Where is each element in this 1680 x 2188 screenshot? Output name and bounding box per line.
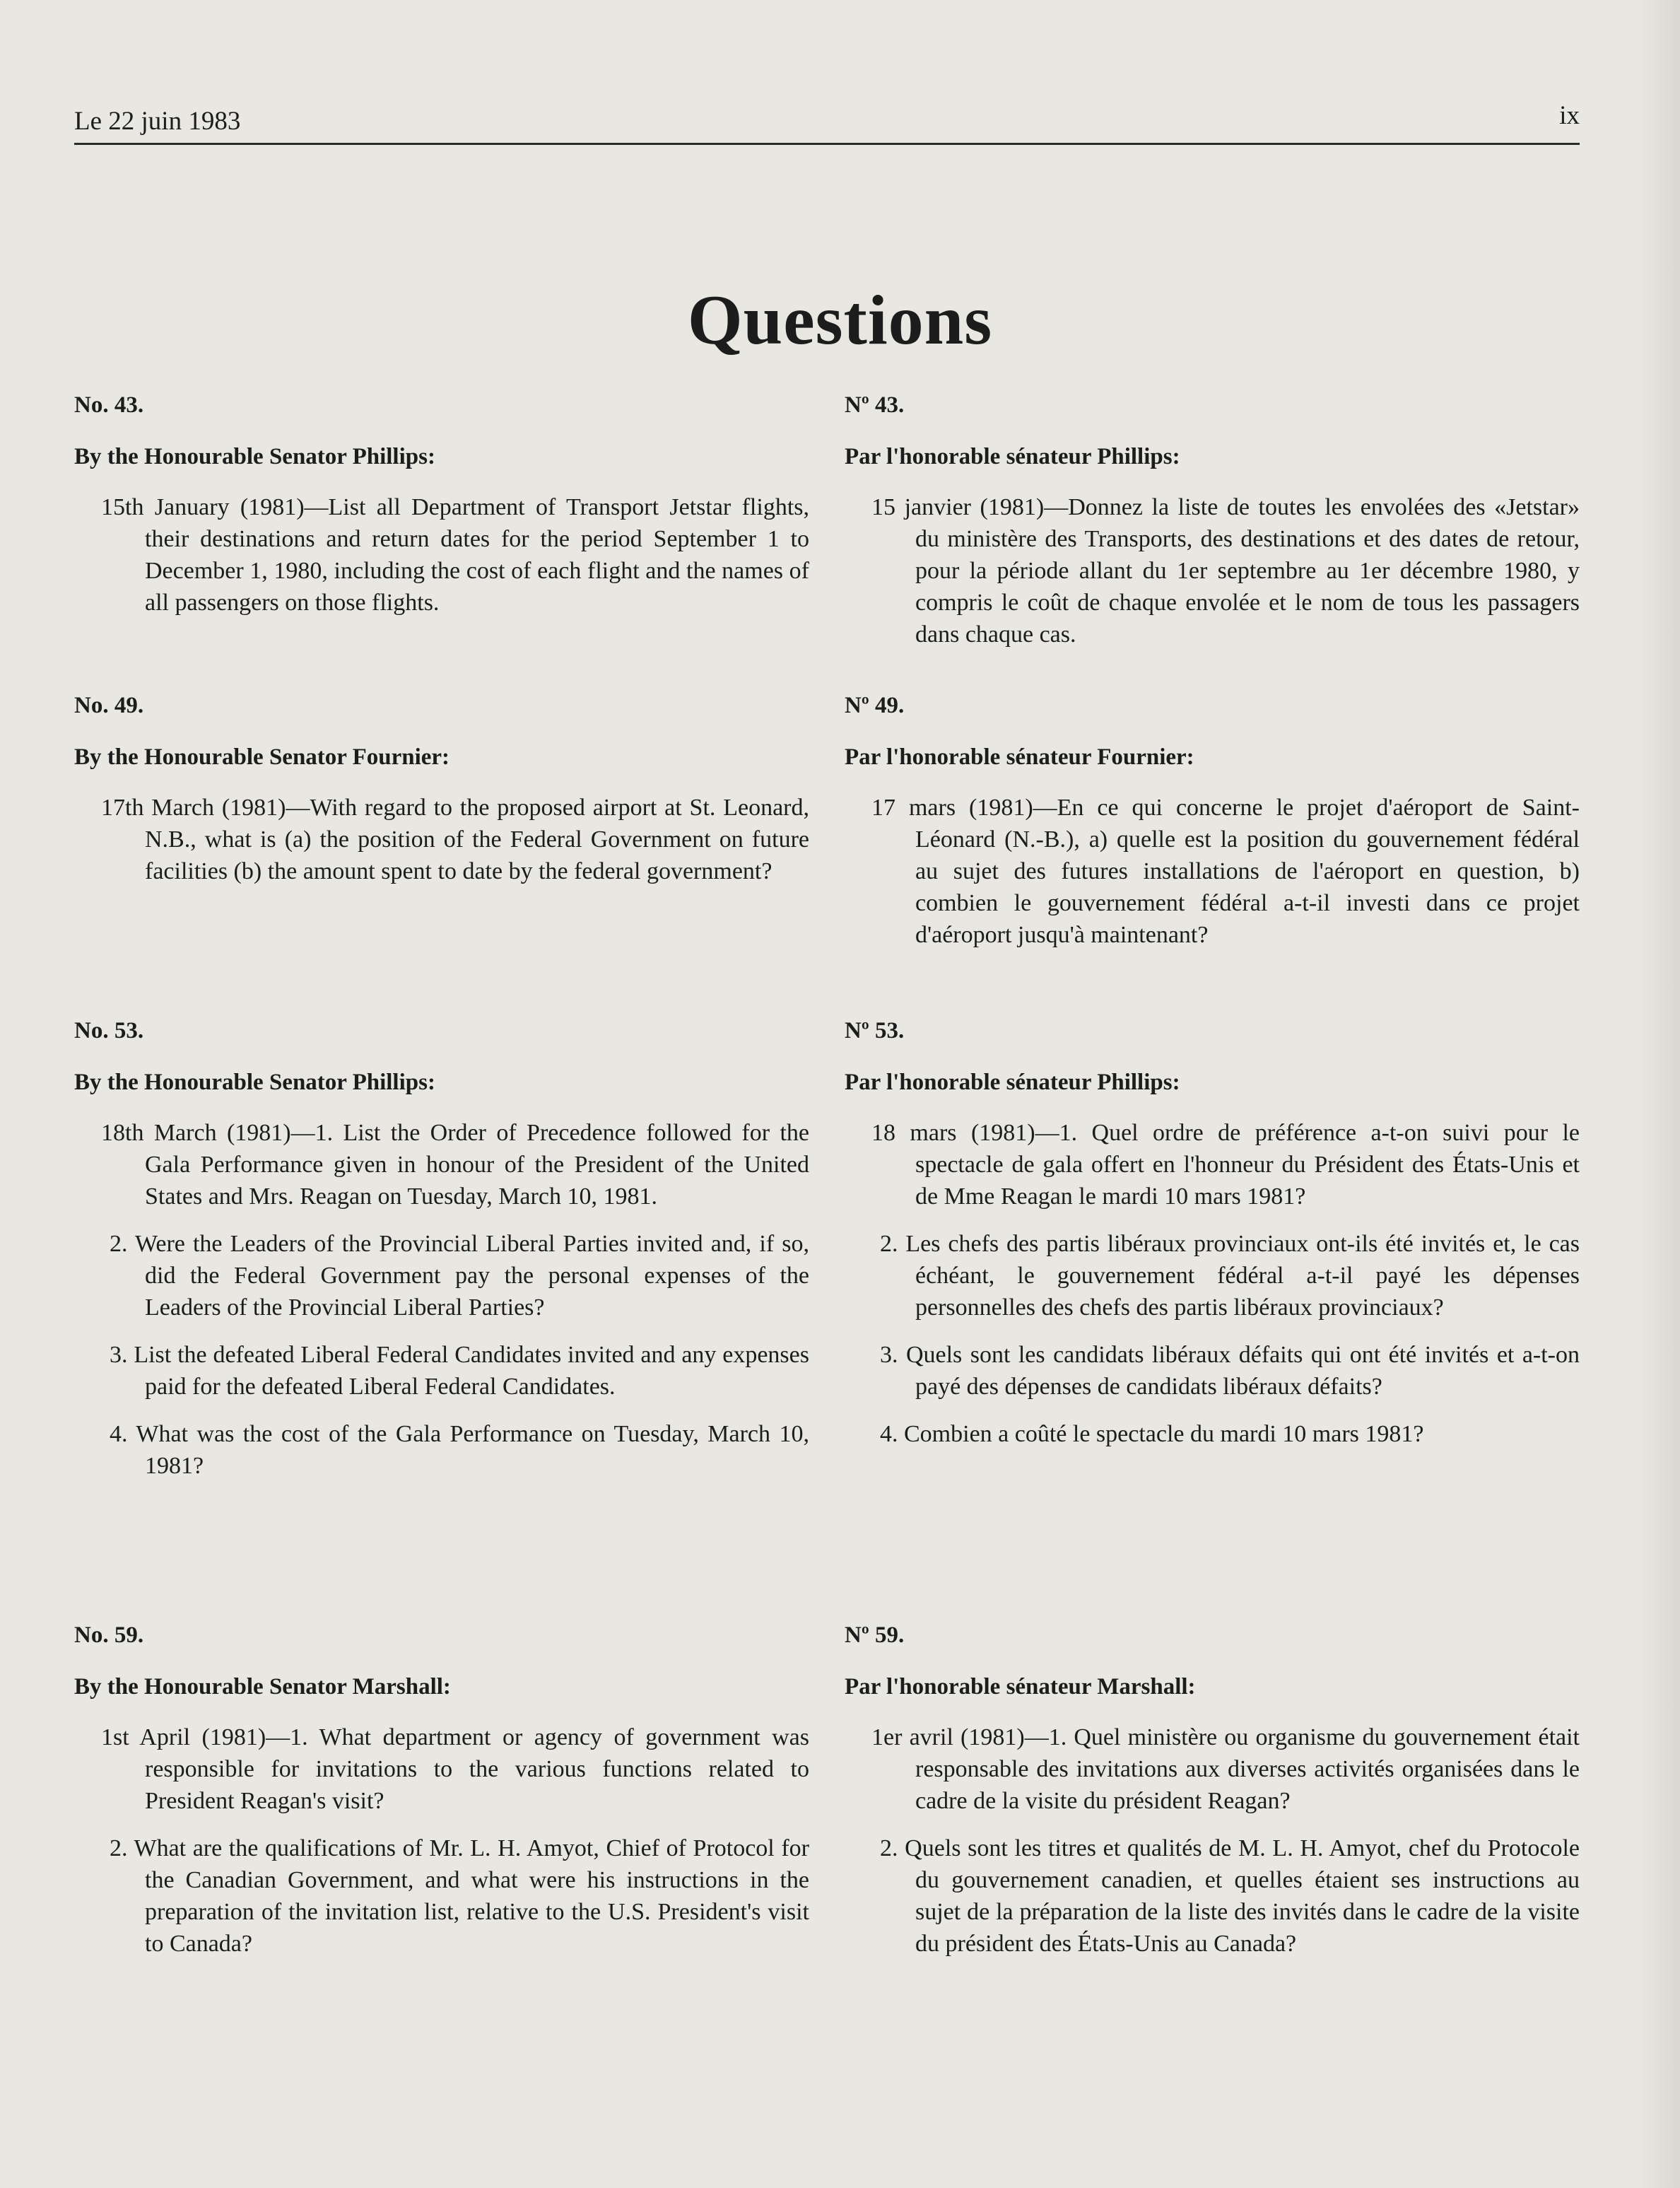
question-item: 3. Quels sont les candidats libéraux défaits qui ont été invités et a-t-on payé des dépenses de candidats libéraux défaits? [880, 1342, 1580, 1400]
question-item: 2. Were the Leaders of the Provincial Liberal Parties invited and, if so, did the Federal Government pay the personal expenses of the Leaders of the Provincial Liberal Parties? [110, 1231, 809, 1321]
question-text: 18 mars (1981)—1. Quel ordre de préférence a-t-on suivi pour le spectacle de gala offert en l'honneur du Président des États-Unis et de Mme Reagan le mardi 10 mars 1981? [871, 1120, 1580, 1210]
page-header [74, 101, 1580, 145]
question-author: Par l'honorable sénateur Marshall: [845, 1674, 1196, 1699]
question-53-en [74, 1018, 809, 1497]
question-text: 1er avril (1981)—1. Quel ministère ou organisme du gouvernement était responsable des invitations aux diverses activités organisées dans le cadre de la visite du président Reagan? [871, 1724, 1580, 1814]
question-text: 17th March (1981)—With regard to the proposed airport at St. Leonard, N.B., what is (a) the position of the Federal Government on future facilities (b) the amount spent to date by the federal government? [101, 795, 809, 884]
question-author: By the Honourable Senator Marshall: [74, 1674, 451, 1699]
question-item: 4. What was the cost of the Gala Performance on Tuesday, March 10, 1981? [110, 1421, 809, 1479]
question-text: 17 mars (1981)—En ce qui concerne le projet d'aéroport de Saint-Léonard (N.-B.), a) quelle est la position du gouvernement fédéral au sujet des futures installations de l'aéroport en question, b) combien le gouvernement fédéral a-t-il investi dans ce projet d'aéroport jusqu'à maintenant? [871, 795, 1580, 948]
question-53-fr [845, 1018, 1580, 1466]
question-author: Par l'honorable sénateur Phillips: [845, 444, 1180, 469]
question-item: 2. Quels sont les titres et qualités de M. L. H. Amyot, chef du Protocole du gouvernement canadien, et quelles étaient ses instructions au sujet de la préparation de la liste des invités dans le cadre de la visite du président des États-Unis au Canada? [880, 1835, 1580, 1957]
question-item: 3. List the defeated Liberal Federal Candidates invited and any expenses paid for the defeated Liberal Federal Candidates. [110, 1342, 809, 1400]
question-text: 18th March (1981)—1. List the Order of Precedence followed for the Gala Performance given in honour of the President of the United States and Mrs. Reagan on Tuesday, March 10, 1981. [101, 1120, 809, 1210]
question-59-en [74, 1622, 809, 1975]
question-author: By the Honourable Senator Phillips: [74, 444, 435, 469]
question-number: Nº 43. [845, 392, 905, 418]
question-author: By the Honourable Senator Fournier: [74, 744, 450, 770]
question-number: No. 43. [74, 392, 144, 418]
question-43-fr [845, 392, 1580, 666]
question-author: Par l'honorable sénateur Fournier: [845, 744, 1194, 770]
question-item: 2. What are the qualifications of Mr. L. H. Amyot, Chief of Protocol for the Canadian Government, and what were his instructions in the preparation of the invitation list, relative to the U.S. President's visit to Canada? [110, 1835, 809, 1957]
question-item: 4. Combien a coûté le spectacle du mardi 10 mars 1981? [880, 1421, 1424, 1447]
question-number: Nº 53. [845, 1018, 905, 1043]
page-number: ix [1559, 101, 1580, 130]
question-49-en [74, 693, 809, 903]
question-author: By the Honourable Senator Phillips: [74, 1070, 435, 1095]
question-number: No. 59. [74, 1622, 144, 1648]
question-number: Nº 49. [845, 693, 905, 718]
page-title: Questions [687, 281, 993, 359]
question-text: 1st April (1981)—1. What department or agency of government was responsible for invitations to the various functions related to President Reagan's visit? [101, 1724, 809, 1814]
question-text: 15 janvier (1981)—Donnez la liste de toutes les envolées des «Jetstar» du ministère des Transports, des destinations et des dates de retour, pour la période allant du 1er septembre au 1er décembre 1980, y compris le coût de chaque envolée et le nom de tous les passagers dans chaque cas. [871, 494, 1580, 648]
question-number: No. 49. [74, 693, 144, 718]
question-59-fr [845, 1622, 1580, 1975]
header-date: Le 22 juin 1983 [74, 107, 241, 136]
question-item: 2. Les chefs des partis libéraux provinciaux ont-ils été invités et, le cas échéant, le gouvernement fédéral a-t-il payé les dépenses personnelles des chefs des partis libéraux provinciaux? [880, 1231, 1580, 1321]
question-number: Nº 59. [845, 1622, 905, 1648]
question-text: 15th January (1981)—List all Department of Transport Jetstar flights, their destinations and return dates for the period September 1 to December 1, 1980, including the cost of each flight and the names of all passengers on those flights. [101, 494, 809, 616]
question-43-en [74, 392, 809, 634]
question-number: No. 53. [74, 1018, 144, 1043]
question-author: Par l'honorable sénateur Phillips: [845, 1070, 1180, 1095]
question-49-fr [845, 693, 1580, 966]
